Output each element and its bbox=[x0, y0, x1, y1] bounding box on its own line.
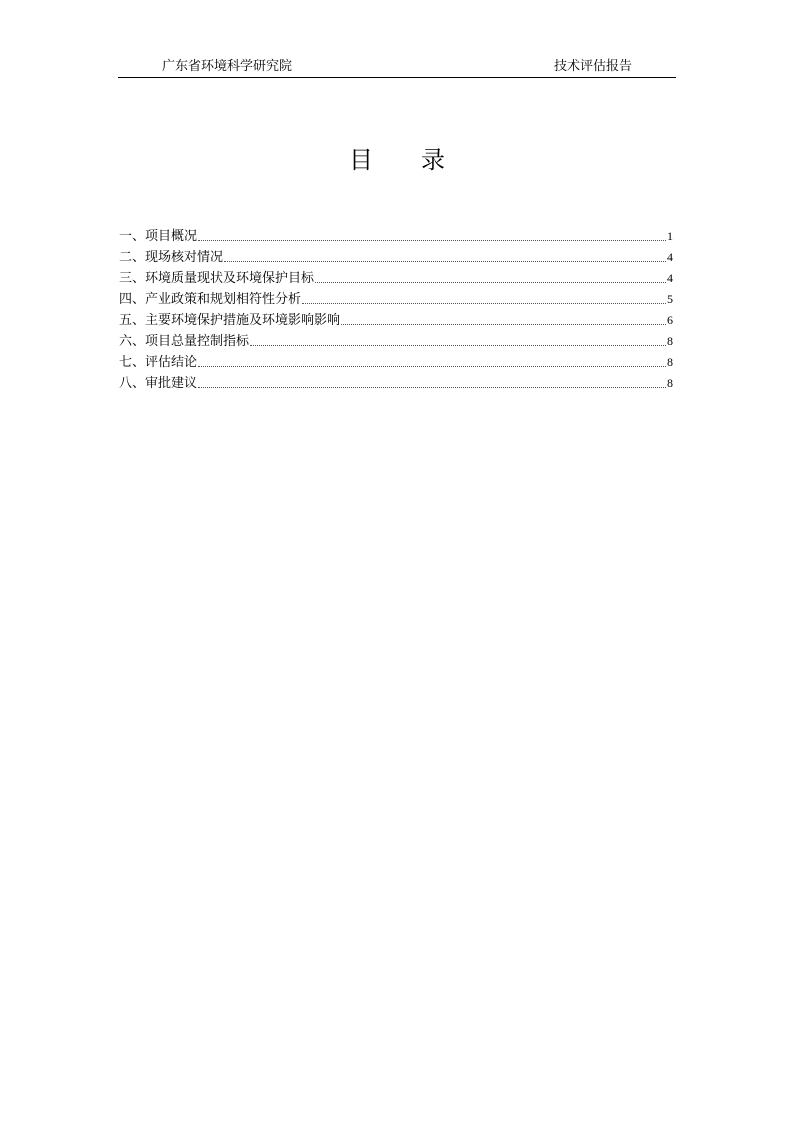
toc-entry-text: 八、审批建议 bbox=[119, 376, 198, 391]
toc-entry-policy-compliance[interactable] bbox=[119, 287, 673, 308]
toc-entry-page: 8 bbox=[667, 376, 673, 390]
toc-entry-page: 1 bbox=[667, 229, 673, 243]
toc-title: 目录 bbox=[349, 146, 493, 174]
toc-entry-text: 七、评估结论 bbox=[119, 355, 198, 370]
toc-entry-total-control[interactable] bbox=[119, 329, 673, 350]
toc-leader-dots bbox=[250, 345, 666, 346]
toc-list bbox=[119, 224, 673, 392]
toc-entry-approval-recommendation[interactable] bbox=[119, 371, 673, 392]
toc-entry-project-overview[interactable] bbox=[119, 224, 673, 245]
toc-entry-page: 4 bbox=[667, 250, 673, 264]
toc-entry-text: 六、项目总量控制指标 bbox=[119, 334, 250, 349]
toc-entry-text: 一、项目概况 bbox=[119, 229, 198, 244]
toc-entry-page: 8 bbox=[667, 355, 673, 369]
toc-leader-dots bbox=[302, 303, 666, 304]
toc-entry-text: 四、产业政策和规划相符性分析 bbox=[119, 292, 302, 307]
toc-entry-page: 5 bbox=[667, 292, 673, 306]
toc-entry-text: 二、现场核对情况 bbox=[119, 250, 224, 265]
toc-leader-dots bbox=[315, 282, 666, 283]
toc-entry-page: 4 bbox=[667, 271, 673, 285]
toc-entry-page: 8 bbox=[667, 334, 673, 348]
toc-entry-protection-measures[interactable] bbox=[119, 308, 673, 329]
toc-entry-site-verification[interactable] bbox=[119, 245, 673, 266]
toc-entry-text: 五、主要环境保护措施及环境影响影响 bbox=[119, 313, 341, 328]
page-header bbox=[118, 56, 676, 78]
toc-leader-dots bbox=[198, 366, 666, 367]
header-report-type: 技术评估报告 bbox=[553, 59, 632, 74]
toc-leader-dots bbox=[198, 240, 666, 241]
toc-leader-dots bbox=[198, 387, 666, 388]
toc-entry-page: 6 bbox=[667, 313, 673, 327]
header-organization: 广东省环境科学研究院 bbox=[162, 59, 293, 74]
toc-leader-dots bbox=[224, 261, 666, 262]
toc-entry-environmental-status[interactable] bbox=[119, 266, 673, 287]
toc-entry-assessment-conclusion[interactable] bbox=[119, 350, 673, 371]
toc-leader-dots bbox=[341, 324, 666, 325]
toc-entry-text: 三、环境质量现状及环境保护目标 bbox=[119, 271, 315, 286]
